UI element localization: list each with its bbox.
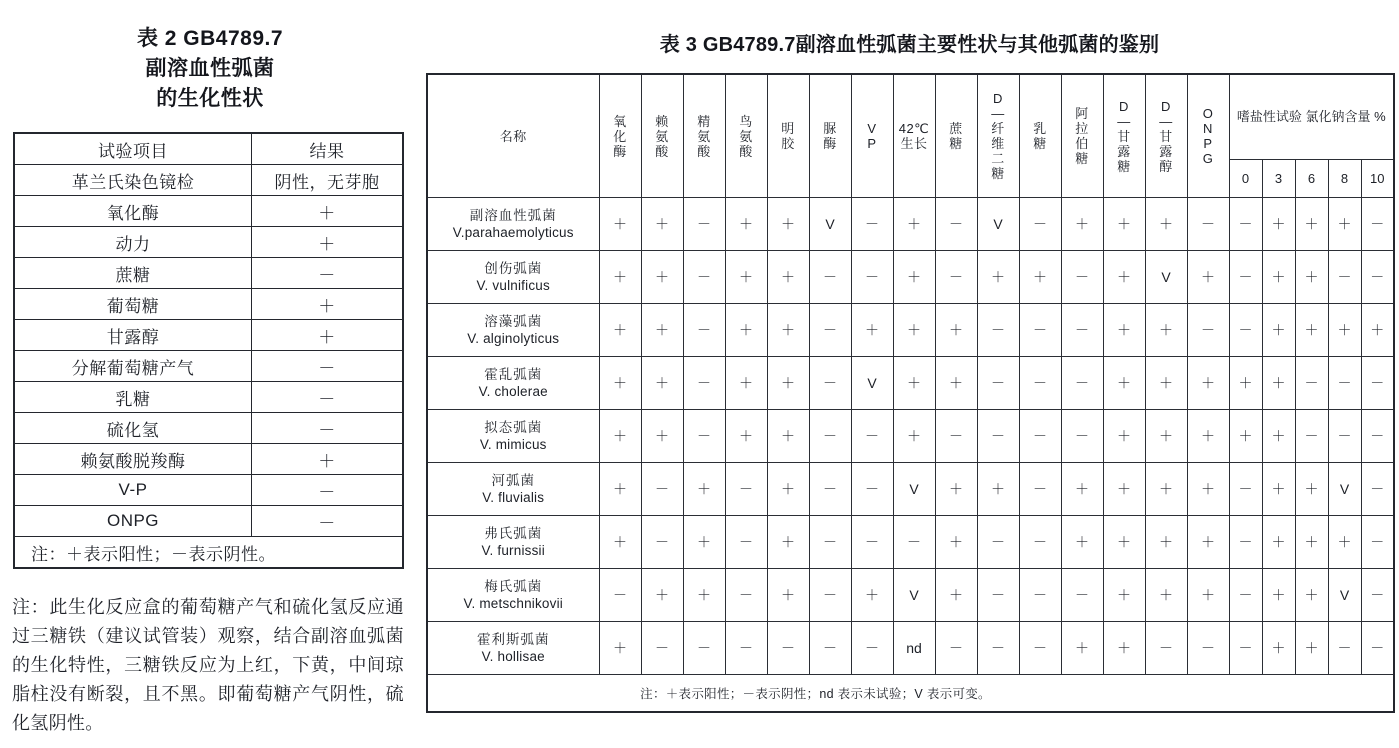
trait-value: ＋ (893, 251, 935, 304)
table-row (14, 351, 403, 382)
test-item-label: 氧化酶 (14, 196, 252, 227)
trait-value: － (1229, 463, 1262, 516)
trait-value: V (1328, 463, 1361, 516)
table-row (14, 165, 403, 196)
table2-footnote: 注：＋表示阳性；－表示阴性。 (14, 537, 403, 569)
trait-value: － (1019, 463, 1061, 516)
left-panel (0, 0, 420, 748)
trait-value: － (935, 198, 977, 251)
trait-value: ＋ (599, 463, 641, 516)
trait-value: ＋ (935, 463, 977, 516)
trait-value: － (725, 622, 767, 675)
trait-value: ＋ (1103, 304, 1145, 357)
trait-value: － (1328, 357, 1361, 410)
trait-value: － (809, 516, 851, 569)
trait-value: ＋ (1262, 198, 1295, 251)
trait-value: － (1019, 569, 1061, 622)
column-header-d-cellobiose: D — 纤 维 二 糖 (977, 74, 1019, 198)
trait-value: － (725, 463, 767, 516)
species-name-cn: 弗氏弧菌 (484, 526, 543, 541)
trait-value: － (893, 516, 935, 569)
trait-value: ＋ (851, 569, 893, 622)
trait-value: ＋ (725, 357, 767, 410)
trait-value: ＋ (725, 251, 767, 304)
species-name-latin: V. metschnikovii (463, 596, 563, 611)
trait-value: ＋ (1061, 198, 1103, 251)
trait-value: ＋ (1295, 251, 1328, 304)
trait-value: ＋ (1187, 251, 1229, 304)
trait-value: ＋ (1061, 622, 1103, 675)
trait-value: － (1145, 622, 1187, 675)
table2-title (0, 0, 420, 114)
table3-footnote: 注：＋表示阳性；－表示阴性；nd 表示未试验；V 表示可变。 (427, 675, 1394, 713)
trait-value: ＋ (1295, 569, 1328, 622)
trait-value: － (725, 516, 767, 569)
species-name-cell (427, 569, 599, 622)
test-result-value: ＋ (252, 196, 404, 227)
table-row (14, 506, 403, 537)
trait-value: ＋ (893, 410, 935, 463)
table-row (427, 304, 1394, 357)
trait-value: － (683, 410, 725, 463)
trait-value: ＋ (767, 198, 809, 251)
table3-header-row-1 (427, 74, 1394, 159)
column-header-nacl-0: 0 (1229, 159, 1262, 197)
test-result-value: － (252, 351, 404, 382)
table2-title-line-3: 的生化性状 (156, 87, 264, 110)
column-header-gelatin: 明 胶 (767, 74, 809, 198)
trait-value: － (683, 622, 725, 675)
trait-value: － (641, 463, 683, 516)
table-row (427, 622, 1394, 675)
species-name-cell (427, 516, 599, 569)
species-name-cn: 霍乱弧菌 (484, 367, 543, 382)
trait-value: － (1361, 198, 1394, 251)
trait-value: － (1187, 198, 1229, 251)
trait-value: ＋ (641, 569, 683, 622)
trait-value: ＋ (683, 463, 725, 516)
trait-value: － (1019, 198, 1061, 251)
species-name-cn: 拟态弧菌 (484, 420, 543, 435)
table-row (14, 413, 403, 444)
column-header-sucrose: 蔗 糖 (935, 74, 977, 198)
trait-value: － (1061, 410, 1103, 463)
trait-value: ＋ (641, 357, 683, 410)
trait-value: ＋ (1145, 410, 1187, 463)
trait-value: ＋ (1145, 357, 1187, 410)
trait-value: ＋ (935, 516, 977, 569)
test-item-label: 乳糖 (14, 382, 252, 413)
test-item-label: ONPG (14, 506, 252, 537)
trait-value: ＋ (599, 516, 641, 569)
table-row (14, 196, 403, 227)
trait-value: － (1187, 304, 1229, 357)
trait-value: ＋ (1295, 622, 1328, 675)
trait-value: － (809, 304, 851, 357)
trait-value: － (851, 251, 893, 304)
table2-title-line-1: 表 2 GB4789.7 (136, 27, 284, 50)
column-header-arabinose: 阿 拉 伯 糖 (1061, 74, 1103, 198)
trait-value: － (1061, 569, 1103, 622)
trait-value: － (851, 198, 893, 251)
trait-value: － (1229, 569, 1262, 622)
trait-value: ＋ (641, 304, 683, 357)
test-result-value: ＋ (252, 227, 404, 258)
trait-value: ＋ (1328, 516, 1361, 569)
trait-value: ＋ (1262, 357, 1295, 410)
trait-value: ＋ (767, 516, 809, 569)
trait-value: － (1361, 516, 1394, 569)
trait-value: ＋ (977, 463, 1019, 516)
trait-value: ＋ (1361, 304, 1394, 357)
test-result-value: － (252, 413, 404, 444)
trait-value: － (1229, 516, 1262, 569)
trait-value: － (809, 622, 851, 675)
species-name-cn: 副溶血性弧菌 (469, 208, 557, 223)
trait-value: － (1229, 251, 1262, 304)
species-name-latin: V. fluvialis (482, 490, 545, 505)
trait-value: V (1145, 251, 1187, 304)
table-row (14, 227, 403, 258)
column-header-result: 结果 (252, 133, 404, 165)
table-row (427, 569, 1394, 622)
vibrio-differentiation-table (426, 73, 1395, 713)
test-result-value: ＋ (252, 444, 404, 475)
trait-value: － (809, 569, 851, 622)
trait-value: － (1295, 357, 1328, 410)
trait-value: ＋ (1187, 357, 1229, 410)
table-header-row (14, 133, 403, 165)
table3-head (427, 74, 1394, 198)
species-name-cell (427, 304, 599, 357)
species-name-cell (427, 198, 599, 251)
trait-value: ＋ (641, 198, 683, 251)
species-name-cn: 梅氏弧菌 (484, 579, 543, 594)
trait-value: － (641, 622, 683, 675)
trait-value: ＋ (1295, 463, 1328, 516)
trait-value: ＋ (599, 251, 641, 304)
trait-value: － (1229, 622, 1262, 675)
test-item-label: 硫化氢 (14, 413, 252, 444)
column-header-nacl-10: 10 (1361, 159, 1394, 197)
trait-value: ＋ (1061, 516, 1103, 569)
trait-value: ＋ (977, 251, 1019, 304)
column-header-d-mannitol: D — 甘 露 醇 (1145, 74, 1187, 198)
test-item-label: 葡萄糖 (14, 289, 252, 320)
trait-value: － (1061, 304, 1103, 357)
test-item-label: 甘露醇 (14, 320, 252, 351)
trait-value: － (809, 251, 851, 304)
biochemical-traits-table (13, 132, 404, 569)
table-footnote-row (14, 537, 403, 569)
trait-value: ＋ (1103, 622, 1145, 675)
species-name-latin: V. mimicus (479, 437, 547, 452)
species-name-cn: 溶藻弧菌 (484, 314, 543, 329)
trait-value: － (1229, 304, 1262, 357)
trait-value: － (1295, 410, 1328, 463)
trait-value: － (977, 569, 1019, 622)
species-name-cn: 创伤弧菌 (484, 261, 543, 276)
species-name-cell (427, 357, 599, 410)
trait-value: － (1361, 251, 1394, 304)
trait-value: ＋ (641, 251, 683, 304)
table-row (427, 357, 1394, 410)
trait-value: － (935, 251, 977, 304)
trait-value: － (977, 304, 1019, 357)
trait-value: ＋ (725, 198, 767, 251)
trait-value: ＋ (767, 251, 809, 304)
table-row (427, 251, 1394, 304)
table-row (427, 198, 1394, 251)
trait-value: ＋ (1061, 463, 1103, 516)
trait-value: ＋ (1262, 304, 1295, 357)
trait-value: ＋ (935, 304, 977, 357)
trait-value: － (1061, 357, 1103, 410)
trait-value: － (851, 516, 893, 569)
trait-value: ＋ (599, 622, 641, 675)
column-header-lysine: 赖 氨 酸 (641, 74, 683, 198)
species-name-cn: 霍利斯弧菌 (477, 632, 550, 647)
trait-value: － (851, 463, 893, 516)
species-name-cell (427, 463, 599, 516)
trait-value: ＋ (1262, 569, 1295, 622)
table-row (427, 463, 1394, 516)
species-name-latin: V. alginolyticus (467, 331, 560, 346)
trait-value: ＋ (1187, 569, 1229, 622)
trait-value: ＋ (683, 516, 725, 569)
trait-value: － (1229, 198, 1262, 251)
trait-value: － (641, 516, 683, 569)
trait-value: ＋ (599, 357, 641, 410)
table2-title-line-2: 副溶血性弧菌 (145, 57, 275, 80)
trait-value: ＋ (1187, 410, 1229, 463)
trait-value: ＋ (1328, 198, 1361, 251)
trait-value: ＋ (683, 569, 725, 622)
column-header-arginine: 精 氨 酸 (683, 74, 725, 198)
trait-value: ＋ (1229, 357, 1262, 410)
trait-value: ＋ (599, 410, 641, 463)
test-result-value: 阴性，无芽胞 (252, 165, 404, 196)
species-name-cell (427, 251, 599, 304)
trait-value: － (1328, 410, 1361, 463)
test-result-value: － (252, 475, 404, 506)
trait-value: ＋ (1229, 410, 1262, 463)
test-item-label: 赖氨酸脱羧酶 (14, 444, 252, 475)
trait-value: － (977, 516, 1019, 569)
table2-explanatory-note: 注：此生化反应盒的葡萄糖产气和硫化氢反应通过三糖铁（建议试管装）观察，结合副溶血弧菌的生化特性，三糖铁反应为上红，下黄，中间琼脂柱没有断裂，且不黑。即葡萄糖产气阴性，硫化氢阴性。 (12, 597, 404, 733)
test-result-value: ＋ (252, 289, 404, 320)
trait-value: － (725, 569, 767, 622)
trait-value: ＋ (1262, 251, 1295, 304)
trait-value: － (1019, 304, 1061, 357)
test-result-value: － (252, 506, 404, 537)
trait-value: ＋ (851, 304, 893, 357)
trait-value: ＋ (1295, 304, 1328, 357)
trait-value: － (767, 622, 809, 675)
trait-value: － (1361, 463, 1394, 516)
trait-value: ＋ (893, 304, 935, 357)
trait-value: ＋ (1295, 516, 1328, 569)
trait-value: － (809, 357, 851, 410)
trait-value: ＋ (599, 304, 641, 357)
test-item-label: 动力 (14, 227, 252, 258)
trait-value: － (1328, 251, 1361, 304)
trait-value: V (893, 463, 935, 516)
trait-value: ＋ (1262, 622, 1295, 675)
trait-value: ＋ (893, 357, 935, 410)
trait-value: ＋ (1262, 463, 1295, 516)
trait-value: ＋ (1103, 569, 1145, 622)
trait-value: ＋ (1295, 198, 1328, 251)
trait-value: ＋ (1103, 357, 1145, 410)
trait-value: ＋ (1103, 198, 1145, 251)
trait-value: － (851, 622, 893, 675)
trait-value: V (851, 357, 893, 410)
trait-value: ＋ (1145, 463, 1187, 516)
trait-value: ＋ (1187, 463, 1229, 516)
test-item-label: 革兰氏染色镜检 (14, 165, 252, 196)
column-header-oxidase: 氧 化 酶 (599, 74, 641, 198)
trait-value: － (683, 304, 725, 357)
trait-value: － (1361, 410, 1394, 463)
trait-value: ＋ (641, 410, 683, 463)
trait-value: ＋ (1145, 304, 1187, 357)
trait-value: ＋ (1187, 516, 1229, 569)
trait-value: ＋ (599, 198, 641, 251)
trait-value: ＋ (935, 569, 977, 622)
trait-value: ＋ (935, 357, 977, 410)
species-name-cn: 河弧菌 (491, 473, 535, 488)
trait-value: － (977, 622, 1019, 675)
species-name-latin: V. vulnificus (476, 278, 550, 293)
trait-value: ＋ (893, 198, 935, 251)
species-name-latin: V. cholerae (478, 384, 548, 399)
trait-value: － (935, 410, 977, 463)
table3-title: 表 3 GB4789.7副溶血性弧菌主要性状与其他弧菌的鉴别 (659, 34, 1160, 56)
trait-value: － (1061, 251, 1103, 304)
column-header-name: 名称 (427, 74, 599, 198)
trait-value: － (809, 463, 851, 516)
trait-value: V (1328, 569, 1361, 622)
trait-value: nd (893, 622, 935, 675)
test-result-value: － (252, 382, 404, 413)
trait-value: ＋ (725, 304, 767, 357)
trait-value: － (851, 410, 893, 463)
test-result-value: ＋ (252, 320, 404, 351)
column-header-halophilic-test-group: 嗜盐性试验 氯化钠含量 % (1229, 74, 1394, 159)
species-name-cell (427, 410, 599, 463)
trait-value: － (1361, 569, 1394, 622)
trait-value: ＋ (1145, 198, 1187, 251)
trait-value: － (1019, 622, 1061, 675)
table2-body (14, 133, 403, 568)
trait-value: － (977, 410, 1019, 463)
trait-value: V (809, 198, 851, 251)
table-row (427, 410, 1394, 463)
trait-value: － (977, 357, 1019, 410)
species-name-latin: V. hollisae (481, 649, 545, 664)
trait-value: － (683, 357, 725, 410)
table-row (14, 320, 403, 351)
trait-value: ＋ (767, 357, 809, 410)
trait-value: V (893, 569, 935, 622)
test-item-label: V-P (14, 475, 252, 506)
trait-value: ＋ (1103, 516, 1145, 569)
trait-value: － (1019, 410, 1061, 463)
species-name-latin: V.parahaemolyticus (452, 225, 574, 240)
column-header-onpg: O N P G (1187, 74, 1229, 198)
test-result-value: － (252, 258, 404, 289)
trait-value: V (977, 198, 1019, 251)
right-panel (420, 0, 1399, 748)
column-header-nacl-3: 3 (1262, 159, 1295, 197)
table3-body (427, 198, 1394, 713)
column-header-nacl-6: 6 (1295, 159, 1328, 197)
species-name-latin: V. furnissii (481, 543, 545, 558)
trait-value: － (1019, 516, 1061, 569)
trait-value: ＋ (725, 410, 767, 463)
test-item-label: 分解葡萄糖产气 (14, 351, 252, 382)
trait-value: ＋ (1103, 251, 1145, 304)
trait-value: － (1019, 357, 1061, 410)
trait-value: － (935, 622, 977, 675)
table-row (427, 516, 1394, 569)
column-header-lactose: 乳 糖 (1019, 74, 1061, 198)
trait-value: － (1187, 622, 1229, 675)
trait-value: ＋ (767, 304, 809, 357)
trait-value: ＋ (1328, 304, 1361, 357)
column-header-nacl-8: 8 (1328, 159, 1361, 197)
trait-value: ＋ (767, 410, 809, 463)
trait-value: ＋ (1019, 251, 1061, 304)
table3-footnote-row (427, 675, 1394, 713)
trait-value: － (599, 569, 641, 622)
trait-value: － (1361, 357, 1394, 410)
table-row (14, 289, 403, 320)
test-item-label: 蔗糖 (14, 258, 252, 289)
trait-value: － (1328, 622, 1361, 675)
trait-value: － (809, 410, 851, 463)
species-name-cell (427, 622, 599, 675)
trait-value: － (683, 251, 725, 304)
trait-value: ＋ (1262, 410, 1295, 463)
trait-value: ＋ (1145, 516, 1187, 569)
column-header-test-item: 试验项目 (14, 133, 252, 165)
trait-value: ＋ (1145, 569, 1187, 622)
table-row (14, 475, 403, 506)
column-header-vp: V P (851, 74, 893, 198)
column-header-ornithine: 鸟 氨 酸 (725, 74, 767, 198)
trait-value: ＋ (767, 569, 809, 622)
column-header-growth-42c: 42℃ 生长 (893, 74, 935, 198)
trait-value: ＋ (1262, 516, 1295, 569)
trait-value: ＋ (1103, 410, 1145, 463)
trait-value: ＋ (1103, 463, 1145, 516)
trait-value: － (1361, 622, 1394, 675)
column-header-urease: 脲 酶 (809, 74, 851, 198)
trait-value: ＋ (767, 463, 809, 516)
trait-value: － (683, 198, 725, 251)
table-row (14, 382, 403, 413)
table-row (14, 444, 403, 475)
table-row (14, 258, 403, 289)
column-header-d-mannose: D — 甘 露 糖 (1103, 74, 1145, 198)
